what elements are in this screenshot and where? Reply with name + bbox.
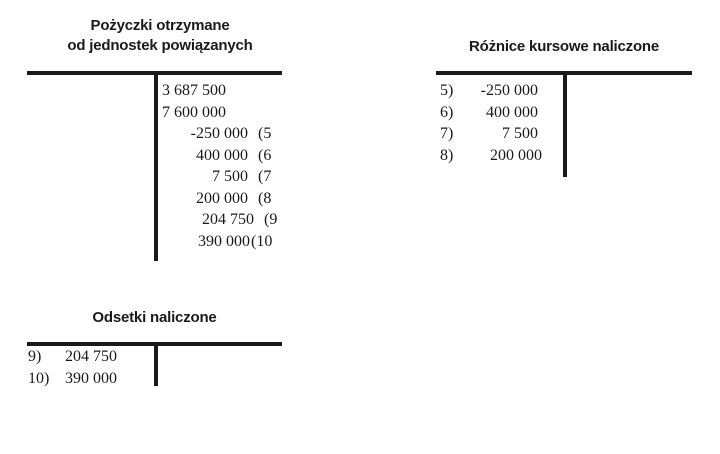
fx-debit-ref: 6) — [440, 103, 454, 121]
interest-account-title: Odsetki naliczone — [92, 309, 217, 326]
loans-credit-amount: 400 000 — [196, 146, 248, 164]
fx-debit-ref: 5) — [440, 82, 454, 99]
fx-account-title: Różnice kursowe naliczone — [468, 38, 660, 55]
interest-debit-row — [27, 368, 152, 390]
interest-debit-row — [27, 346, 152, 368]
fx-debit-row — [438, 123, 560, 145]
loans-credit-amount: 3 687 500 — [162, 82, 226, 99]
loans-credit-row — [160, 231, 290, 253]
interest-t-vertical — [154, 342, 158, 386]
fx-debit-row — [438, 80, 560, 102]
loans-credit-row — [160, 102, 290, 124]
loans-credit-amount: 204 750 — [202, 211, 254, 228]
loans-account-title — [40, 16, 280, 56]
fx-debit-entries — [438, 80, 560, 166]
fx-debit-ref: 7) — [440, 125, 454, 142]
loans-t-vertical — [154, 71, 158, 261]
loans-credit-row — [160, 209, 290, 231]
loans-title-line2: od jednostek powiązanych — [67, 37, 253, 54]
loans-credit-amount: -250 000 — [190, 125, 248, 142]
loans-credit-row — [160, 166, 290, 188]
interest-debit-entries — [27, 346, 152, 389]
loans-credit-ref: (5 — [258, 125, 272, 142]
loans-credit-row — [160, 145, 290, 167]
loans-credit-entries — [160, 80, 290, 252]
loans-credit-amount: 7 500 — [212, 168, 248, 185]
loans-credit-amount: 200 000 — [196, 189, 248, 207]
interest-debit-amount: 390 000 — [65, 369, 117, 387]
fx-debit-amount: 200 000 — [490, 146, 542, 164]
loans-credit-row — [160, 80, 290, 102]
interest-debit-amount: 204 750 — [65, 348, 117, 365]
interest-debit-ref: 10) — [28, 369, 50, 387]
fx-t-vertical — [563, 71, 567, 177]
fx-debit-ref: 8) — [440, 146, 454, 164]
loans-credit-ref: (10 — [251, 232, 273, 250]
loans-title-line1: Pożyczki otrzymane — [90, 17, 230, 34]
fx-debit-amount: 400 000 — [486, 103, 538, 121]
loans-credit-ref: (6 — [258, 146, 272, 164]
interest-debit-ref: 9) — [28, 348, 42, 365]
fx-debit-row — [438, 145, 560, 167]
loans-credit-amount: 390 000 — [198, 232, 250, 250]
loans-credit-amount: 7 600 000 — [162, 103, 226, 121]
loans-credit-ref: (7 — [258, 168, 272, 185]
fx-debit-amount: 7 500 — [502, 125, 538, 142]
fx-debit-row — [438, 102, 560, 124]
loans-credit-row — [160, 188, 290, 210]
loans-credit-ref: (8 — [258, 189, 272, 207]
loans-credit-row — [160, 123, 290, 145]
fx-debit-amount: -250 000 — [480, 82, 538, 99]
loans-credit-ref: (9 — [264, 211, 278, 228]
